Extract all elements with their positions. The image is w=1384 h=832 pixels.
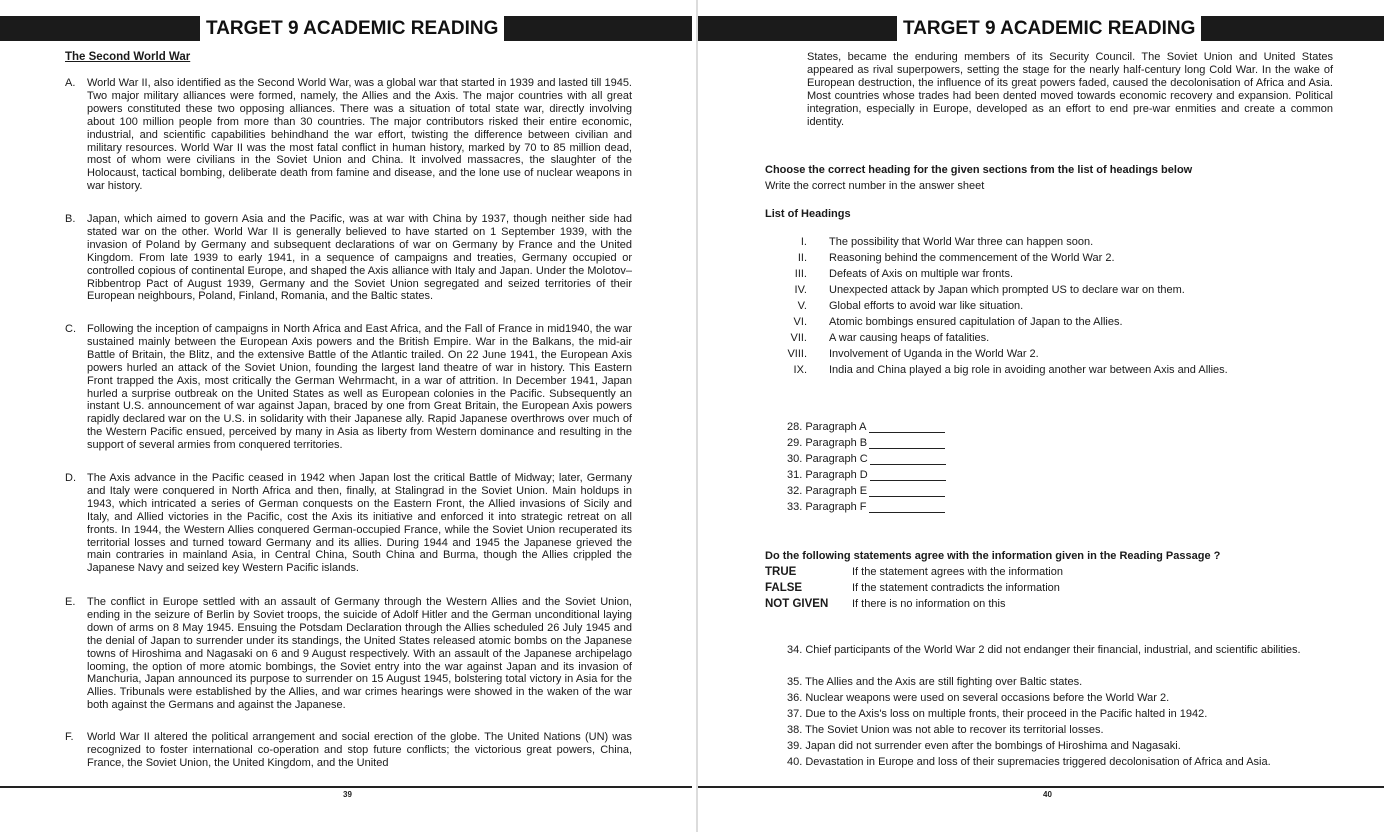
heading-number: IX. [793,364,807,376]
statement-item: 40. Devastation in Europe and loss of their supremacies triggered decolonisation of Africa and Asia. [787,756,1271,768]
paragraph-b [65,213,632,303]
tf-key-false: FALSE [765,582,803,594]
page-number: 40 [1043,790,1052,799]
answer-blank[interactable] [870,470,946,481]
answer-line[interactable] [787,469,946,481]
heading-text: Defeats of Axis on multiple war fronts. [829,268,1014,280]
answer-blank[interactable] [869,486,945,497]
answer-label: 31. Paragraph D [787,469,868,481]
tf-desc-not-given: If there is no information on this [852,598,1006,610]
heading-text: Global efforts to avoid war like situation. [829,300,1024,312]
passage-continuation: States, became the enduring members of its Security Council. The Soviet Union and United States appeared as rival superpowers, setting the stage for the nearly half-century long Cold War. In the wake of European destruction, the influence of its great powers faded, caused the decolonisation of Africa and Asia. Most countries whose trades had been dented moved towards economic recovery and expansion. Political integration, especially in Europe, developed as an effort to end pre-war enmities and create a common identity. [807,51,1333,128]
answer-label: 33. Paragraph F [787,501,867,513]
heading-text: India and China played a big role in avoiding another war between Axis and Allies. [829,364,1228,376]
statement-item: 34. Chief participants of the World War 2 did not endanger their financial, industrial, and scientific abilities. [787,644,1301,656]
paragraph-label: C. [65,323,76,335]
header-title: TARGET 9 ACADEMIC READING [897,16,1201,41]
footer-rule [698,786,1384,788]
answer-blank[interactable] [870,454,946,465]
heading-number: V. [797,300,807,312]
answer-label: 30. Paragraph C [787,453,868,465]
answer-blank[interactable] [869,422,945,433]
answer-blank[interactable] [869,438,945,449]
heading-number: III. [794,268,807,280]
heading-number: VIII. [787,348,807,360]
answer-line[interactable] [787,421,945,433]
right-page [692,0,1384,832]
paragraph-e [65,596,632,712]
answer-line[interactable] [787,437,945,449]
page-number: 39 [343,790,352,799]
heading-text: Atomic bombings ensured capitulation of Japan to the Allies. [829,316,1123,328]
statement-item: 38. The Soviet Union was not able to recover its territorial losses. [787,724,1104,736]
tf-key-true: TRUE [765,566,797,578]
heading-number: IV. [794,284,807,296]
answer-label: 28. Paragraph A [787,421,867,433]
tf-desc-true: If the statement agrees with the information [852,566,1063,578]
statement-item: 39. Japan did not surrender even after the bombings of Hiroshima and Nagasaki. [787,740,1181,752]
paragraph-f [65,731,632,770]
paragraph-text: The conflict in Europe settled with an assault of Germany through the Western Allies and the Soviet Union, ending in the seizure of Berlin by Soviet troops, the suicide of Adolf Hitler and the German unconditional laying down of arms on 8 May 1945. Ensuing the Potsdam Declaration through the Allies scheduled 26 July 1945 and the denial of Japan to surrender under its standings, the United States released atomic bombs on the Japanese towns of Hiroshima and Nagasaki on 6 and 9 August respectively. With an assault of the Japanese archipelago looming, the option of more atomic bombings, the Soviet entry into the war against Japan and its invasion of Manchuria, Japan announced its purpose to surrender on 15 August 1945, bolstering total victory in Asia for the Allies. Tribunals were established by the Allies, and war crimes hearings were showed in the waken of the war both against the Germans and against the Japanese. [87,596,632,712]
passage-title: The Second World War [65,51,191,63]
headings-subinstruction: Write the correct number in the answer sheet [765,180,985,192]
paragraph-a [65,77,632,193]
headings-instruction: Choose the correct heading for the given sections from the list of headings below [765,164,1193,176]
paragraph-text: The Axis advance in the Pacific ceased in 1942 when Japan lost the critical Battle of Midway; later, Germany and Italy were conquered in North Africa and then, finally, at Stalingrad in the Soviet Union. Main holdups in 1943, which intricated a series of German conquests on the Eastern Front, the Allied invasions of Sicily and Italy, and Allied victories in the Pacific, cost the Axis its initiative and enforced it into strategic retreat on all fronts. In 1944, the Western Allies conquered German-occupied France, while the Soviet Union recuperated its territorial losses and turned toward Germany and its allies. During 1944 and 1945 the Japanese grieved the main contraries in mainland Asia, in Central China, South China and Burma, though the Allies crippled the Japanese Navy and seized key Western Pacific islands. [87,472,632,575]
heading-number: VII. [790,332,807,344]
paragraph-text: World War II altered the political arrangement and social erection of the globe. The United Nations (UN) was recognized to foster international co-operation and stop future conflicts; the victorious great powers, China, France, the Soviet Union, the United Kingdom, and the United [87,731,632,769]
heading-number: II. [797,252,807,264]
heading-text: Unexpected attack by Japan which prompted US to declare war on them. [829,284,1185,296]
statement-item: 36. Nuclear weapons were used on several occasions before the World War 2. [787,692,1170,704]
answer-label: 32. Paragraph E [787,485,868,497]
heading-text: The possibility that World War three can happen soon. [829,236,1094,248]
paragraph-label: F. [65,731,74,743]
answer-line[interactable] [787,501,945,513]
paragraph-text: Following the inception of campaigns in North Africa and East Africa, and the Fall of France in mid1940, the war sustained mainly between the European Axis powers and the British Empire. War in the Balkans, the mid-air Battle of Britain, the Blitz, and the extensive Battle of the Atlantic trailed. On 22 June 1941, the European Axis powers hurled an attack of the Soviet Union, founding the largest land theatre of war in history. This Eastern Front trapped the Axis, most critically the German Wehrmacht, in a war of attrition. In December 1941, Japan hurled a surprise outbreak on the United States as well as European colonies in the Pacific. Subsequently an instant U.S. announcement of war against Japan, braced by one from Great Britain, the European Axis powers rapidly declared war on the U.S. in solidarity with their Japanese ally. Rapid Japanese overthrows over much of the Western Pacific ensued, perceived by many in Asia as liberty from Western dominance and resulting in the support of several armies from conquered territories. [87,323,632,452]
paragraph-label: E. [65,596,76,608]
statement-item: 37. Due to the Axis's loss on multiple fronts, their proceed in the Pacific halted in 1942. [787,708,1208,720]
answer-label: 29. Paragraph B [787,437,868,449]
tf-key-not-given: NOT GIVEN [765,598,829,610]
tf-desc-false: If the statement contradicts the information [852,582,1060,594]
tf-instruction: Do the following statements agree with the information given in the Reading Passage ? [765,550,1221,562]
heading-text: Reasoning behind the commencement of the World War 2. [829,252,1115,264]
paragraph-d [65,472,632,575]
heading-text: Involvement of Uganda in the World War 2. [829,348,1039,360]
paragraph-label: A. [65,77,76,89]
headings-list-title: List of Headings [765,208,851,220]
paragraph-text: World War II, also identified as the Second World War, was a global war that started in 1939 and lasted till 1945. Two major military alliances were formed, namely, the Allies and the Axis. The major countries with all great powers constituted these two opposing alliances. There was a situation of total state war, directly involving about 100 million people from more than 30 countries. The major contributors risked their entire economic, industrial, and scientific capabilities behindhand the war effort, twisting the difference between civilian and military resources. World War II was the most fatal conflict in human history, marked by 70 to 85 million dead, most of whom were civilians in the Soviet Union and China. It involved massacres, the slaughter of the Holocaust, tactical bombing, deliberate death from famine and disease, and the lone use of nuclear weapons in war history. [87,77,632,193]
answer-line[interactable] [787,485,945,497]
answer-line[interactable] [787,453,946,465]
heading-text: A war causing heaps of fatalities. [829,332,990,344]
statement-item: 35. The Allies and the Axis are still fighting over Baltic states. [787,676,1083,688]
paragraph-label: B. [65,213,76,225]
answer-blank[interactable] [869,502,945,513]
heading-number: I. [800,236,807,248]
paragraph-text: Japan, which aimed to govern Asia and the Pacific, was at war with China by 1937, though neither side had stated war on the other. World War II is generally believed to have started on 1 September 1939, with the invasion of Poland by Germany and subsequent declarations of war on Germany by France and the United Kingdom. From late 1939 to early 1941, in a sequence of campaigns and treaties, Germany occupied or controlled copious of continental Europe, and shaped the Axis alliance with Italy and Japan. Under the Molotov–Ribbentrop Pact of August 1939, Germany and the Soviet Union segregated and seized territories of their European neighbours, Poland, Finland, Romania, and the Baltic states. [87,213,632,303]
paragraph-label: D. [65,472,76,484]
header-title: TARGET 9 ACADEMIC READING [200,16,504,41]
footer-rule [0,786,692,788]
heading-number: VI. [793,316,807,328]
paragraph-c [65,323,632,452]
